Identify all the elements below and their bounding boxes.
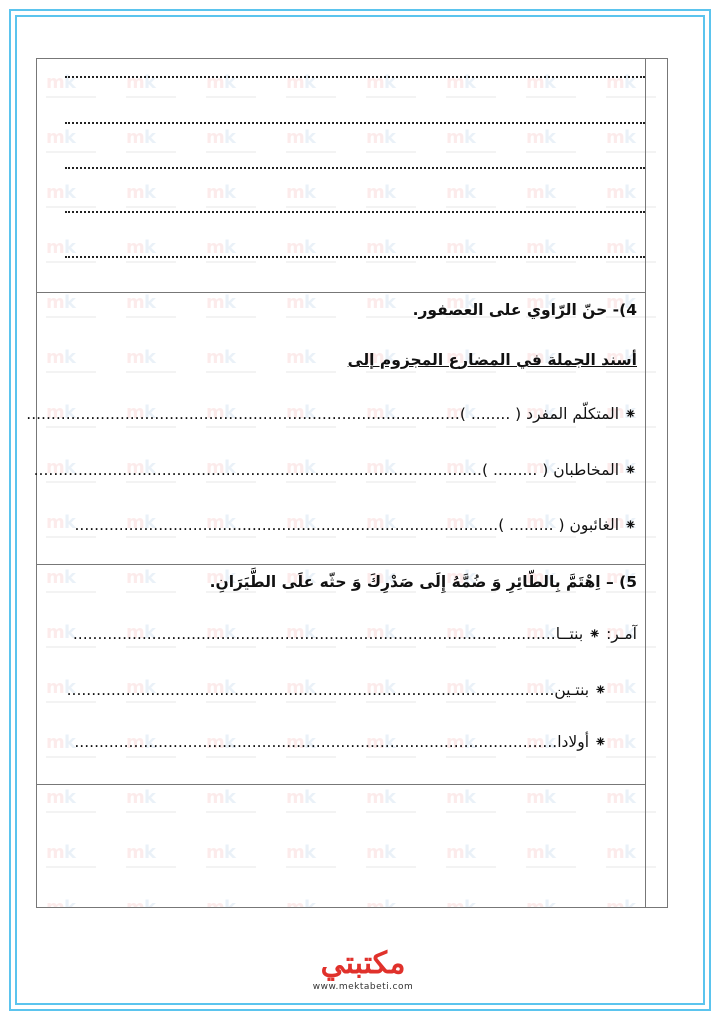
item-label: أولادا	[557, 733, 590, 751]
question-4-instruction: أسند الجملة في المضارع المجزوم إلى	[347, 351, 637, 369]
answer-dots: ......................................................................................	[74, 516, 499, 534]
bullet-icon: ⁕	[624, 405, 637, 423]
site-logo	[283, 944, 443, 1000]
answer-dotted-line	[65, 254, 645, 258]
worksheet-table	[26, 58, 668, 908]
row-divider	[37, 564, 646, 565]
answer-dotted-line	[65, 165, 645, 169]
question-5-item	[73, 625, 637, 643]
question-5-title: 5) – اِهْتَمَّ بِالطّائِرِ وَ ضُمَّهُ إِلَى صَدْرِكَ وَ حثّه علَى الطَّيَرَانِ.	[209, 573, 637, 591]
item-label: الغائبون	[569, 516, 620, 534]
item-label: بنتـين	[554, 681, 590, 699]
answer-dots: ..................................................................................................	[72, 625, 556, 643]
question-4-title: 4)- حنّ الرّاوي على العصفور.	[412, 301, 637, 319]
answer-dots: ..................................................................................................	[74, 733, 558, 751]
item-paren: ( ......... )	[481, 461, 549, 479]
logo-wordmark	[283, 944, 443, 984]
bullet-icon: ⁕	[594, 681, 607, 699]
item-paren: ( ......... )	[498, 516, 565, 534]
question-4-item	[34, 461, 637, 479]
bullet-icon: ⁕	[624, 461, 637, 479]
item-label: بنتــا	[555, 625, 584, 643]
item-label: المخاطبان	[553, 461, 620, 479]
answer-dots: ........................................................................................	[26, 405, 460, 423]
question-5-item	[74, 733, 607, 751]
logo-text: مكتبتي	[320, 946, 406, 981]
bullet-icon: ⁕	[624, 516, 637, 534]
answer-dots: ...................................................................................................	[66, 681, 555, 699]
question-4-item	[74, 516, 637, 534]
question-4-item	[26, 405, 637, 423]
table-side-column-divider	[645, 59, 646, 907]
logo-url: www.mektabeti.com	[312, 982, 414, 992]
row-divider	[37, 292, 646, 293]
row-divider	[37, 784, 646, 785]
bullet-icon: ⁕	[588, 625, 602, 643]
item-prefix: آمـر:	[606, 625, 637, 643]
answer-dots: ...........................................................................................	[33, 461, 482, 479]
question-5-item	[67, 681, 607, 699]
answer-dotted-line	[65, 120, 645, 124]
item-label: المتكلّم المفرد	[526, 405, 620, 423]
bullet-icon: ⁕	[594, 733, 607, 751]
item-paren: ( ........ )	[459, 405, 522, 423]
answer-dotted-line	[65, 209, 645, 213]
answer-dotted-line	[65, 74, 645, 78]
